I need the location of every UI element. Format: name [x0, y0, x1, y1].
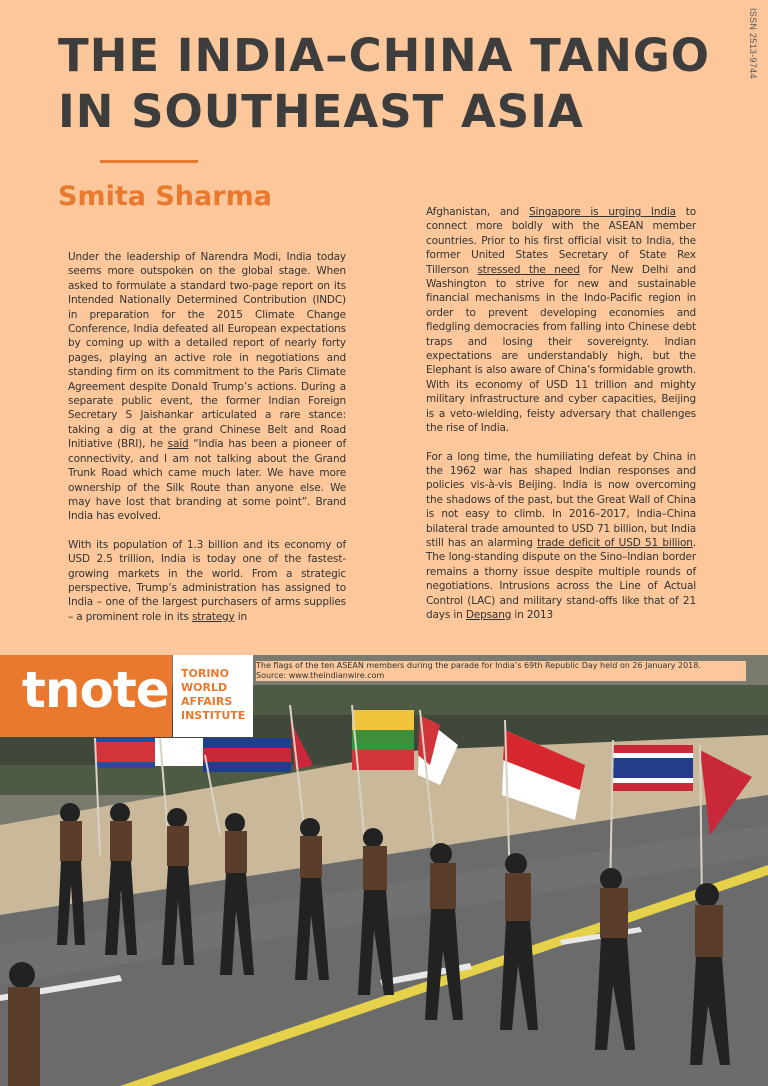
photo-caption — [256, 661, 746, 681]
caption-text: The flags of the ten ASEAN members during the parade for India’s 69th Republic Day held on 26 January 2018. — [256, 661, 701, 670]
link-depsang[interactable]: Depsang — [465, 608, 512, 621]
text-column-left — [68, 250, 346, 638]
paragraph: Afghanistan, and Singapore is urging India to connect more boldly with the ASEAN member countries. Prior to his first official visit to India, the former United States Secretary of State Rex Tillerson stressed the need for New Delhi and Washington to strive for new and sustainable financial mechanisms in the Indo-Pacific region in order to prevent developing economies and fledgling democracies from falling into Chinese debt traps and losing their sovereignty. Indian expectations are understandably high, but the Elephant is also aware of China’s formidable growth. With its economy of USD 11 trillion and mighty military infrastructure and cyber capacities, Beijing is a veto-wielding, feisty adversary that challenges the rise of India. — [426, 206, 696, 435]
link-trade-deficit[interactable]: trade deficit of USD 51 billion — [537, 536, 693, 549]
link-stressed-the-need[interactable]: stressed the need — [477, 263, 580, 276]
author-name: Smita Sharma — [58, 181, 272, 212]
institute-name: TORINO WORLD AFFAIRS INSTITUTE — [181, 667, 246, 722]
link-said[interactable]: said — [167, 438, 189, 451]
brand-bar — [0, 655, 768, 737]
caption-source: Source: www.theindianwire.com — [256, 671, 385, 680]
tnote-logo-text: tnote — [22, 661, 169, 719]
paragraph: For a long time, the humiliating defeat by China in the 1962 war has shaped Indian responses and policies vis-à-vis Beijing. India is now overcoming the shadows of the past, but the Great Wall of China is not easy to climb. In 2016–2017, India–China bilateral trade amounted to USD 71 billion, but India still has an alarming trade deficit of USD 51 billion. The long-standing dispute on the Sino–Indian border remains a thorny issue despite multiple rounds of negotiations. Intrusions across the Line of Actual Control (LAC) and military stand-offs like that of 21 days in Depsang in 2013 — [426, 450, 696, 621]
paragraph: Under the leadership of Narendra Modi, India today seems more outspoken on the global stage. When asked to formulate a standard two-page report on its Intended Nationally Determined Contribution (INDC) in preparation for the 2015 Climate Change Conference, India defeated all European expectations by coming up with a detailed report of nearly forty pages, playing an active role in negotiations and standing firm on its commitment to the Paris Climate Agreement despite Donald Trump’s actions. During a separate public event, the former Indian Foreign Secretary S Jaishankar articulated a rare stance: taking a dig at the grand Chinese Belt and Road Initiative (BRI), he said “India has been a pioneer of connectivity, and I am not talking about the Grand Trunk Road which came much later. We have more ownership of the Silk Route than anyone else. We may have lost that branding at some point”. Brand India has evolved. — [68, 251, 346, 523]
issn-label: ISSN 2513-9744 — [748, 8, 758, 79]
tnote-logo — [0, 655, 172, 737]
title-divider — [100, 160, 198, 163]
institute-logo — [173, 655, 253, 737]
article-title: THE INDIA–CHINA TANGO IN SOUTHEAST ASIA — [58, 29, 711, 138]
link-strategy[interactable]: strategy — [191, 610, 235, 623]
text-column-right — [426, 205, 696, 636]
parade-photo — [0, 655, 768, 1086]
paragraph: With its population of 1.3 billion and its economy of USD 2.5 trillion, India is today one of the fastest-growing markets in the world. From a strategic perspective, Trump’s administration has assigned to India – one of the largest purchasers of arms supplies – a prominent role in its strategy in — [68, 538, 346, 623]
link-singapore[interactable]: Singapore is urging India — [528, 206, 676, 218]
